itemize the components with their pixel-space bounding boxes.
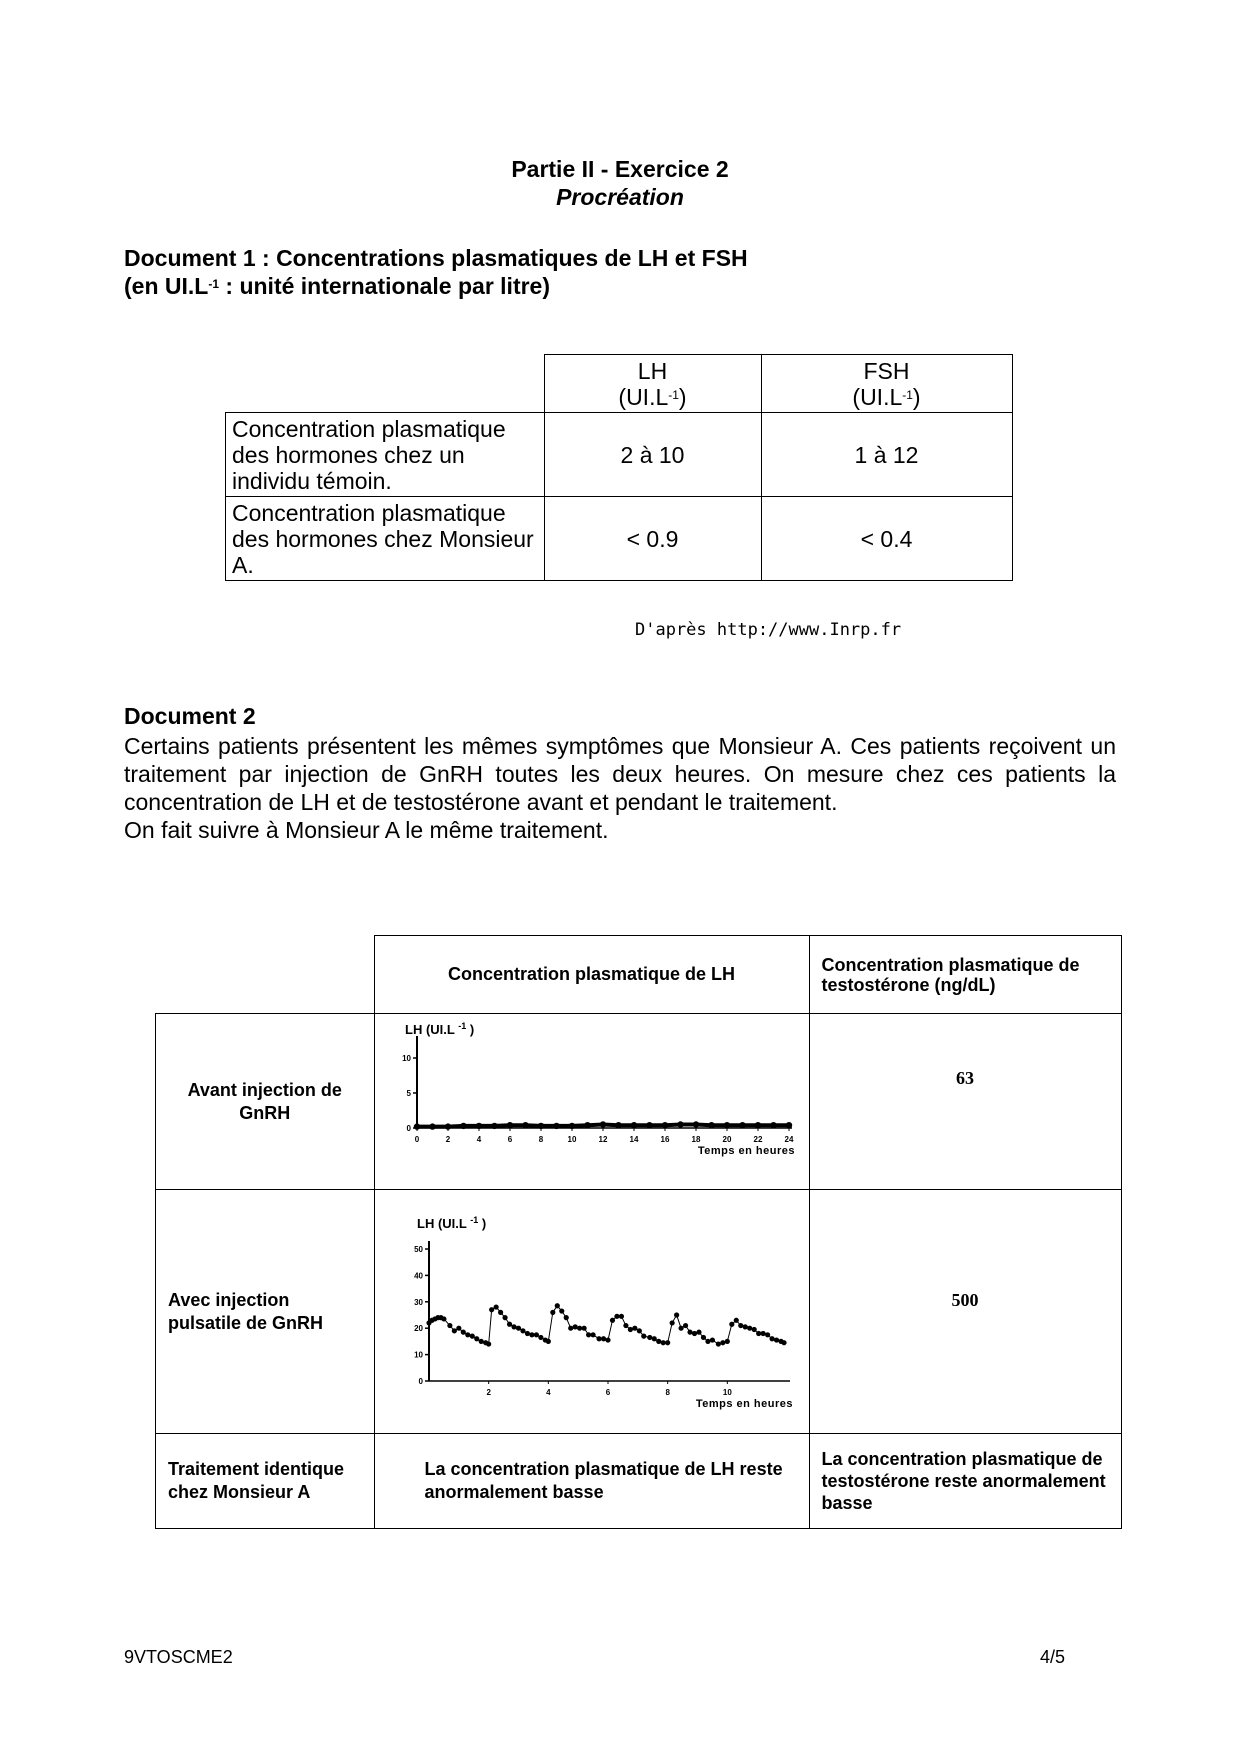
chart-lh-with-gnrh	[375, 1190, 809, 1428]
data-point	[577, 1326, 582, 1331]
data-point	[568, 1123, 574, 1129]
data-point	[661, 1122, 667, 1128]
data-point	[524, 1331, 529, 1336]
x-tick-label: 2	[485, 1388, 491, 1397]
x-tick-label: 8	[664, 1388, 670, 1397]
data-point	[769, 1336, 774, 1341]
data-point	[506, 1122, 512, 1128]
data-point	[502, 1315, 507, 1320]
table-header-row	[226, 355, 1013, 413]
data-point	[770, 1122, 776, 1128]
data-point	[773, 1337, 778, 1342]
x-tick-label: 2	[445, 1135, 450, 1144]
data-point	[669, 1320, 674, 1325]
data-point	[447, 1323, 452, 1328]
y-tick-label: 10	[401, 1054, 411, 1063]
column-unit	[551, 384, 755, 410]
data-point	[641, 1334, 646, 1339]
data-point	[705, 1339, 710, 1344]
data-point	[687, 1330, 692, 1335]
x-tick-label: 4	[545, 1388, 551, 1397]
data-point	[647, 1335, 652, 1340]
data-point	[785, 1122, 791, 1128]
data-point	[441, 1316, 446, 1321]
data-point	[609, 1318, 614, 1323]
x-tick-label: 14	[629, 1135, 638, 1144]
x-axis-label: Temps en heures	[695, 1398, 793, 1410]
chart-cell	[374, 1190, 809, 1434]
x-tick-label: 4	[476, 1135, 481, 1144]
data-point	[537, 1123, 543, 1129]
data-point	[511, 1324, 516, 1329]
data-point	[615, 1122, 621, 1128]
data-point	[760, 1331, 765, 1336]
data-point	[723, 1122, 729, 1128]
unit-close: )	[912, 383, 921, 410]
data-point	[700, 1335, 705, 1340]
column-header-lh	[544, 355, 761, 413]
document1-heading-line1: Document 1 : Concentrations plasmatiques de LH et FSH	[124, 245, 748, 271]
data-point	[596, 1336, 601, 1341]
x-tick-label: 24	[784, 1135, 793, 1144]
data-point	[618, 1314, 623, 1319]
chart-cell	[374, 1014, 809, 1190]
x-tick-label: 18	[691, 1135, 700, 1144]
data-point	[451, 1328, 456, 1333]
data-point	[572, 1324, 577, 1329]
data-point	[493, 1304, 498, 1309]
data-point	[553, 1123, 559, 1129]
data-point	[674, 1312, 679, 1317]
column-header-fsh	[761, 355, 1012, 413]
data-point	[630, 1122, 636, 1128]
data-point	[474, 1336, 479, 1341]
data-point	[475, 1123, 481, 1129]
data-point	[660, 1340, 665, 1345]
data-point	[538, 1335, 543, 1340]
data-point	[460, 1330, 465, 1335]
data-point	[665, 1340, 670, 1345]
y-axis-label-exponent: -1	[469, 1215, 478, 1225]
table-row	[226, 413, 1013, 497]
unit-text: (UI.L	[852, 383, 903, 410]
table-row	[156, 1014, 1122, 1190]
column-name: LH	[637, 357, 668, 384]
testosterone-value: 500	[809, 1190, 1121, 1434]
data-point	[465, 1332, 470, 1337]
data-point	[756, 1331, 761, 1336]
table-row	[226, 497, 1013, 581]
unit-exponent: -1	[668, 387, 679, 402]
data-point	[636, 1328, 641, 1333]
lh-value: < 0.9	[544, 497, 761, 581]
data-point	[651, 1336, 656, 1341]
data-point	[498, 1310, 503, 1315]
data-point	[506, 1322, 511, 1327]
data-point	[478, 1339, 483, 1344]
data-point	[413, 1123, 419, 1129]
page-subtitle: Procréation	[556, 184, 684, 210]
heading-unit-exponent: -1	[208, 277, 220, 291]
data-point	[739, 1122, 745, 1128]
data-point	[733, 1318, 738, 1323]
x-tick-label: 12	[598, 1135, 607, 1144]
x-tick-label: 0	[414, 1135, 419, 1144]
testosterone-value: 63	[809, 1014, 1121, 1190]
column-name: FSH	[863, 357, 910, 384]
x-tick-label: 6	[507, 1135, 512, 1144]
column-header-lh: Concentration plasmatique de LH	[374, 936, 809, 1014]
y-tick-label: 10	[413, 1350, 423, 1360]
x-tick-label: 20	[722, 1135, 731, 1144]
data-point	[489, 1307, 494, 1312]
data-point	[586, 1332, 591, 1337]
data-point	[599, 1121, 605, 1127]
y-tick-label: 0	[406, 1124, 411, 1133]
column-unit	[768, 384, 1006, 410]
x-tick-label: 8	[538, 1135, 543, 1144]
unit-exponent: -1	[902, 387, 913, 402]
data-point	[754, 1122, 760, 1128]
data-point	[696, 1330, 701, 1335]
data-point	[691, 1331, 696, 1336]
table-corner-empty	[156, 936, 375, 1014]
data-point	[747, 1326, 752, 1331]
lh-value: 2 à 10	[544, 413, 761, 497]
data-point	[614, 1314, 619, 1319]
y-axis-label-close: )	[477, 1216, 486, 1231]
x-tick-label: 10	[567, 1135, 576, 1144]
table-header-row	[156, 936, 1122, 1014]
y-tick-label: 30	[413, 1297, 423, 1307]
data-point	[656, 1339, 661, 1344]
data-point	[520, 1328, 525, 1333]
data-point	[709, 1337, 714, 1342]
data-point	[692, 1121, 698, 1127]
table-row	[156, 1434, 1122, 1529]
x-axis-label: Temps en heures	[697, 1145, 795, 1157]
data-point	[781, 1340, 786, 1345]
chart-lh-before-injection	[375, 1014, 809, 1184]
data-point	[491, 1123, 497, 1129]
column-header-testosterone: Concentration plasmatique de testostérone (ng/dL)	[809, 936, 1121, 1014]
data-point	[738, 1323, 743, 1328]
data-point	[568, 1326, 573, 1331]
data-point	[486, 1341, 491, 1346]
data-point	[545, 1339, 550, 1344]
data-point	[724, 1339, 729, 1344]
y-tick-label: 40	[413, 1271, 423, 1281]
document2-paragraph: Certains patients présentent les mêmes symptômes que Monsieur A. Ces patients reçoivent un traitement par injection de GnRH toutes les deux heures. On mesure chez ces patients la concentration de LH et de testostérone avant et pendant le traitement.	[124, 733, 1116, 815]
y-axis-label: LH (UI.L $^{-1}$ )	[404, 1021, 474, 1037]
y-axis-label-close: )	[465, 1022, 474, 1037]
row-label: Concentration plasmatique des hormones chez un individu témoin.	[226, 413, 545, 497]
data-point	[729, 1322, 734, 1327]
data-point	[765, 1332, 770, 1337]
data-point	[563, 1315, 568, 1320]
data-point	[632, 1326, 637, 1331]
data-point	[600, 1336, 605, 1341]
row-label: Avant injection de GnRH	[156, 1014, 375, 1190]
row-label: Avec injection pulsatile de GnRH	[156, 1190, 375, 1434]
y-tick-label: 20	[413, 1324, 423, 1334]
data-point	[559, 1308, 564, 1313]
heading-unit-description: : unité internationale par litre)	[219, 273, 550, 299]
data-point	[429, 1123, 435, 1129]
data-point	[550, 1310, 555, 1315]
gnrh-treatment-table	[155, 935, 1122, 1529]
source-citation: D'après http://www.Inrp.fr	[635, 620, 902, 640]
data-point	[590, 1332, 595, 1337]
unit-text: (UI.L	[618, 383, 669, 410]
row-label: Concentration plasmatique des hormones chez Monsieur A.	[226, 497, 545, 581]
data-point	[522, 1122, 528, 1128]
y-tick-label: 0	[418, 1377, 423, 1386]
y-axis-label-exponent: -1	[457, 1021, 466, 1031]
data-point	[529, 1332, 534, 1337]
x-tick-label: 10	[722, 1388, 732, 1397]
testosterone-result-text: La concentration plasmatique de testostérone reste anormalement basse	[809, 1434, 1121, 1529]
fsh-value: 1 à 12	[761, 413, 1012, 497]
data-point	[584, 1122, 590, 1128]
data-point	[751, 1327, 756, 1332]
x-tick-label: 16	[660, 1135, 669, 1144]
hormone-concentration-table	[225, 354, 1013, 581]
lh-result-text: La concentration plasmatique de LH reste anormalement basse	[374, 1434, 809, 1529]
data-point	[444, 1123, 450, 1129]
x-tick-label: 6	[605, 1388, 610, 1397]
data-point	[581, 1326, 586, 1331]
data-point	[646, 1122, 652, 1128]
data-point	[677, 1121, 683, 1127]
data-point	[469, 1334, 474, 1339]
data-point	[533, 1332, 538, 1337]
data-point	[720, 1340, 725, 1345]
document-code: 9VTOSCME2	[124, 1647, 233, 1667]
data-point	[627, 1327, 632, 1332]
data-point	[708, 1122, 714, 1128]
data-point	[515, 1326, 520, 1331]
data-point	[678, 1326, 683, 1331]
unit-close: )	[678, 383, 687, 410]
fsh-value: < 0.4	[761, 497, 1012, 581]
page-number: 4/5	[1040, 1647, 1066, 1667]
data-point	[554, 1303, 559, 1308]
table-corner-empty	[226, 355, 545, 413]
page-title: Partie II - Exercice 2	[511, 156, 729, 182]
data-point	[715, 1341, 720, 1346]
x-tick-label: 22	[753, 1135, 762, 1144]
row-label: Traitement identique chez Monsieur A	[156, 1434, 375, 1529]
data-point	[623, 1323, 628, 1328]
data-point	[460, 1123, 466, 1129]
document2-paragraph: On fait suivre à Monsieur A le même traitement.	[124, 817, 609, 843]
data-point	[742, 1324, 747, 1329]
document1-heading-line2	[124, 272, 748, 300]
data-point	[456, 1326, 461, 1331]
table-row	[156, 1190, 1122, 1434]
document1-heading	[124, 244, 748, 300]
y-axis-label: LH (UI.L $^{-1}$ )	[416, 1215, 486, 1231]
y-tick-label: 50	[413, 1245, 423, 1254]
document2-heading: Document 2	[124, 703, 256, 729]
document2-text	[124, 732, 1116, 844]
y-tick-label: 5	[406, 1089, 411, 1098]
heading-unit: (en UI.L	[124, 273, 209, 299]
data-point	[605, 1337, 610, 1342]
data-point	[682, 1323, 687, 1328]
